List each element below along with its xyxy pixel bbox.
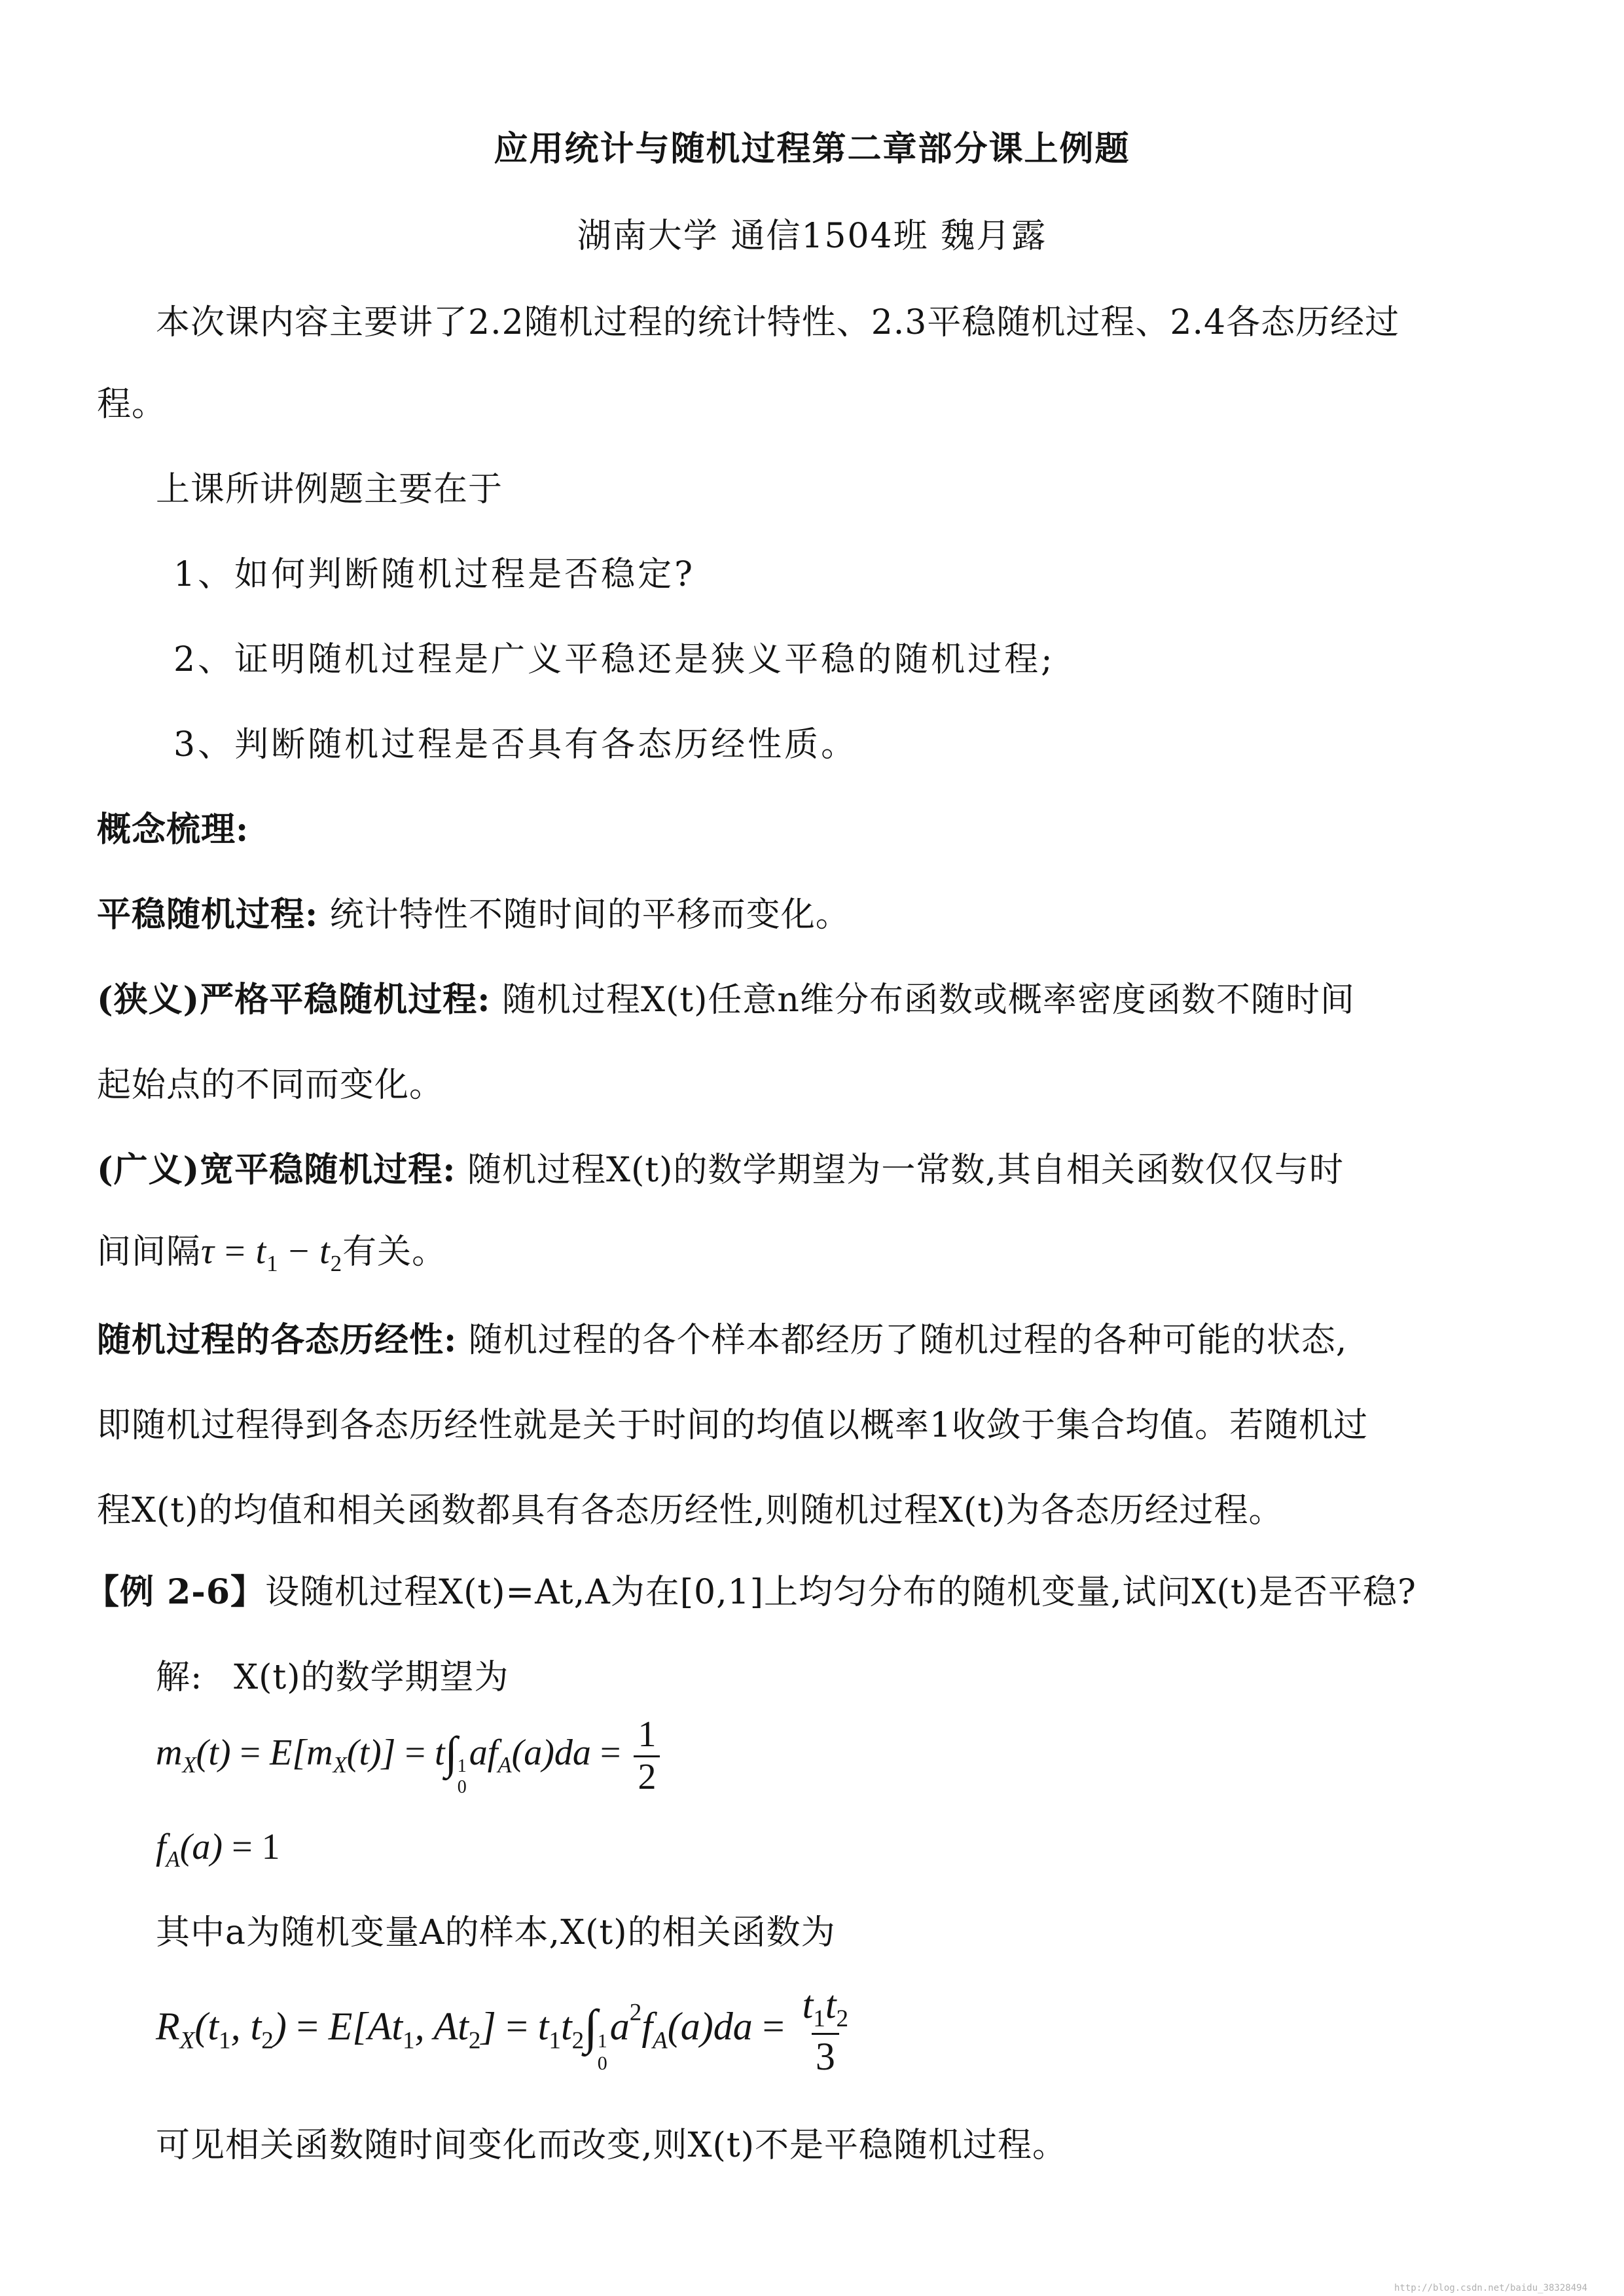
conclusion: 可见相关函数随时间变化而改变,则X(t)不是平稳随机过程。 xyxy=(156,2126,1068,2165)
concept-ergodic-cont: 即随机过程得到各态历经性就是关于时间的均值以概率1收敛于集合均值。若随机过 xyxy=(97,1406,1369,1445)
watermark: http://blog.csdn.net/baidu_38328494 xyxy=(1394,2283,1588,2293)
sample-note: 其中a为随机变量A的样本,X(t)的相关函数为 xyxy=(156,1913,836,1952)
concept-ergodic-cont: 程X(t)的均值和相关函数都具有各态历经性,则随机过程X(t)为各态历经过程。 xyxy=(97,1491,1284,1530)
definition: 随机过程的各个样本都经历了随机过程的各种可能的状态, xyxy=(468,1321,1348,1360)
page-title: 应用统计与随机过程第二章部分课上例题 xyxy=(494,129,1130,169)
equation-mean: $m_X(t) = E[m_X(t)] = t\int$ 1 0 $af_A(a)da$ = $\frac{1}{2}$ xyxy=(156,1715,664,1798)
intro-line-1: 本次课内容主要讲了2.2随机过程的统计特性、2.3平稳随机过程、2.4各态历经过 xyxy=(156,303,1400,342)
question-text: 设随机过程X(t)=At,A为在[0,1]上均匀分布的随机变量,试问X(t)是否平稳? xyxy=(265,1573,1416,1612)
concept-strict xyxy=(97,972,1355,1021)
definition: 随机过程X(t)任意n维分布函数或概率密度函数不随时间 xyxy=(501,980,1355,1020)
solution-text: X(t)的数学期望为 xyxy=(234,1658,509,1697)
term: 平稳随机过程: xyxy=(97,895,319,935)
list-item: 1、如何判断随机过程是否稳定? xyxy=(173,555,695,594)
concept-ergodic xyxy=(97,1312,1347,1361)
concept-wide xyxy=(97,1142,1344,1191)
equation-correlation: $R_X(t_1$, $t_2) = E[At_1$, $At_2] = t_1t_2\int$ 1 0 $a^2f_A(a)da$ = $\frac{t_1t_2}{3}$ xyxy=(156,1983,856,2078)
equation-density: $f_A(a) = 1$ xyxy=(156,1827,280,1873)
concepts-heading: 概念梳理: xyxy=(97,810,249,850)
list-item: 3、判断随机过程是否具有各态历经性质。 xyxy=(173,725,858,764)
definition: 随机过程X(t)的数学期望为一常数,其自相关函数仅仅与时 xyxy=(467,1151,1344,1190)
examples-intro: 上课所讲例题主要在于 xyxy=(156,470,503,509)
text-prefix: 间间隔 xyxy=(97,1232,202,1272)
example-label: 【例 2-6】 xyxy=(85,1572,266,1612)
intro-line-2: 程。 xyxy=(97,385,167,424)
concept-strict-cont: 起始点的不同而变化。 xyxy=(97,1066,444,1105)
solution-intro xyxy=(156,1649,509,1698)
list-item: 2、证明随机过程是广义平稳还是狭义平稳的随机过程; xyxy=(173,640,1055,679)
fraction-one-half: $\frac{1}{2}$ xyxy=(634,1715,660,1797)
solution-label: 解: xyxy=(156,1658,203,1697)
concept-wide-cont xyxy=(97,1224,446,1277)
tau-equation: $\tau = t_1 - t_2$ xyxy=(201,1231,343,1277)
author-line: 湖南大学 通信1504班 魏月露 xyxy=(577,217,1047,256)
term: (狭义)严格平稳随机过程: xyxy=(97,980,491,1020)
term: 随机过程的各态历经性: xyxy=(97,1320,458,1360)
term: (广义)宽平稳随机过程: xyxy=(97,1150,456,1190)
definition: 统计特性不随时间的平移而变化。 xyxy=(329,895,850,935)
example-question xyxy=(85,1564,1416,1613)
text-suffix: 有关。 xyxy=(342,1232,447,1272)
concept-stationary xyxy=(97,887,850,936)
fraction-t1t2-over-3: $\frac{t_1t_2}{3}$ xyxy=(802,1983,849,2078)
